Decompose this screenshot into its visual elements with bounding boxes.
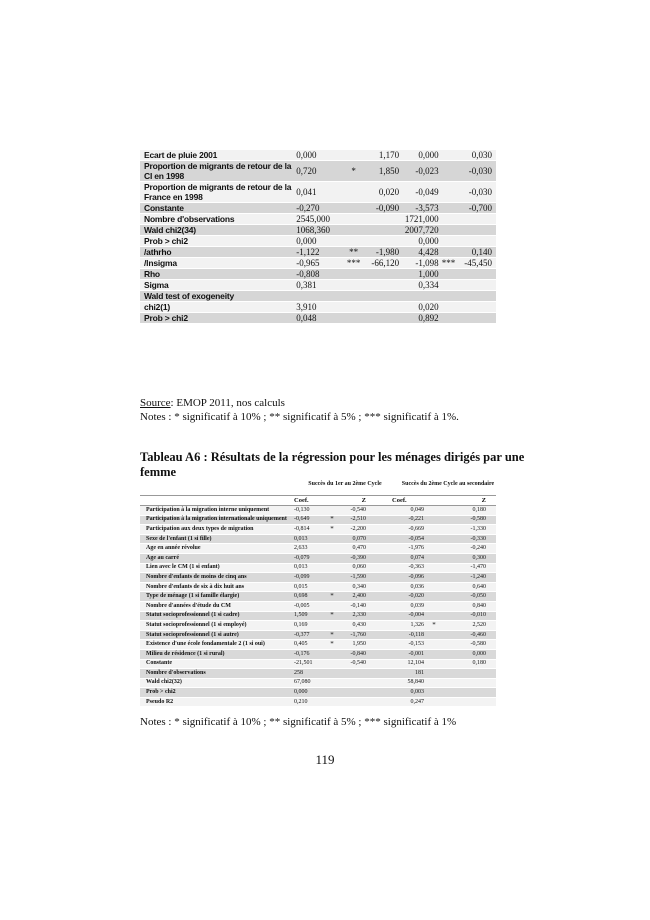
cell-label: Statut socioprofessionnel (1 si cadre) — [146, 612, 240, 619]
table-row — [140, 258, 496, 269]
table-row — [140, 669, 496, 679]
table-row — [140, 313, 496, 324]
cell-v2: -0,390 — [350, 554, 366, 561]
cell-v2: -1,980 — [375, 247, 400, 257]
col-z-1: Z — [361, 497, 366, 504]
cell-s1: *** — [346, 258, 361, 268]
cell-v1: 0,210 — [294, 698, 308, 705]
cell-v1: 1068,360 — [296, 225, 330, 235]
source-text: : EMOP 2011, nos calculs — [170, 397, 285, 409]
cell-label: Nombre d'années d'étude du CM — [146, 602, 231, 609]
cell-v3: 0,074 — [410, 554, 424, 561]
table-row — [140, 698, 496, 708]
cell-label: Participation à la migration interne uniquement — [146, 506, 270, 513]
cell-v3: 0,247 — [410, 698, 424, 705]
cell-v3: -0,096 — [408, 573, 424, 580]
table-notes: Notes : * significatif à 10% ; ** significatif à 5% ; *** significatif à 1%. — [140, 411, 459, 423]
cell-v4: -0,580 — [470, 516, 486, 523]
cell-label: Prob > chi2 — [144, 236, 188, 246]
cell-v2: -1,760 — [350, 631, 366, 638]
cell-label: Wald chi2(32) — [146, 679, 182, 686]
cell-v3: 0,020 — [418, 302, 439, 312]
cell-v2: 1,850 — [378, 166, 400, 176]
cell-label: Statut socioprofessionnel (1 si autre) — [146, 631, 239, 638]
cell-v2: -0,090 — [375, 203, 400, 213]
cell-v4: -0,700 — [468, 203, 492, 213]
cell-v3: -0,049 — [415, 187, 439, 197]
regression-table-a6 — [140, 481, 496, 707]
cell-label: Nombre d'observations — [144, 214, 235, 224]
cell-v4: -0,240 — [470, 545, 486, 552]
cell-s2: *** — [441, 258, 456, 268]
cell-label: Type de ménage (1 si famille élargie) — [146, 593, 240, 600]
table-caption: Tableau A6 : Résultats de la régression pour les ménages dirigés par une femme — [140, 450, 525, 479]
cell-label: Nombre d'enfants de moins de cinq ans — [146, 573, 247, 580]
cell-v4: 0,180 — [472, 506, 486, 513]
cell-label: chi2(1) — [144, 302, 170, 312]
cell-label: Participation à la migration internationale uniquement — [146, 516, 287, 523]
cell-v1: -0,965 — [296, 258, 320, 268]
cell-v1: -1,122 — [296, 247, 320, 257]
cell-label: Sigma — [144, 280, 169, 290]
cell-v2: 0,430 — [352, 621, 366, 628]
cell-v1: 3,910 — [296, 302, 317, 312]
cell-v1: -0,377 — [294, 631, 310, 638]
cell-v4: 0,030 — [471, 150, 492, 160]
cell-v4: 0,640 — [472, 583, 486, 590]
table-row — [140, 554, 496, 564]
cell-v3: 181 — [415, 669, 424, 676]
cell-v2: 1,950 — [352, 641, 366, 648]
table-row — [140, 302, 496, 313]
table-row — [140, 679, 496, 689]
table-row — [140, 660, 496, 670]
cell-v4: -0,030 — [468, 166, 492, 176]
cell-v4: -45,450 — [464, 258, 492, 268]
table-row — [140, 214, 496, 225]
cell-label: Milieu de résidence (1 si rural) — [146, 650, 225, 657]
cell-v3: 0,892 — [418, 313, 439, 323]
table-body — [140, 506, 496, 707]
table-notes-2: Notes : * significatif à 10% ; ** significatif à 5% ; *** significatif à 1% — [140, 716, 457, 728]
cell-s1: * — [330, 640, 334, 649]
cell-v1: -21,501 — [294, 660, 313, 667]
cell-v2: -2,510 — [350, 516, 366, 523]
cell-v1: 0,041 — [296, 187, 317, 197]
cell-v3: 0,039 — [410, 602, 424, 609]
table-row — [140, 269, 496, 280]
table-row — [140, 182, 496, 203]
cell-v2: 2,330 — [352, 612, 366, 619]
table-row — [140, 203, 496, 214]
cell-v1: -0,176 — [294, 650, 310, 657]
regression-table-continued — [140, 150, 496, 324]
table-row — [140, 225, 496, 236]
cell-v3: 2007,720 — [404, 225, 439, 235]
cell-v4: 0,140 — [471, 247, 492, 257]
cell-label: Sexe de l'enfant (1 si fille) — [146, 535, 212, 542]
cell-label: Constante — [146, 660, 173, 667]
cell-v1: 0,015 — [294, 583, 308, 590]
table-row — [140, 291, 496, 302]
cell-v4: 0,000 — [472, 650, 486, 657]
group-header-2: Succès du 2ème Cycle au secondaire — [401, 481, 495, 487]
cell-v3: -3,573 — [415, 203, 439, 213]
table-row — [140, 573, 496, 583]
cell-v3: 0,036 — [410, 583, 424, 590]
table-row — [140, 516, 496, 526]
cell-v4: -0,050 — [470, 593, 486, 600]
page-number: 119 — [315, 752, 335, 767]
table-row — [140, 525, 496, 535]
cell-label: Prob > chi2 — [144, 313, 188, 323]
cell-v3: -1,976 — [408, 545, 424, 552]
table-row — [140, 564, 496, 574]
cell-v3: -0,020 — [408, 593, 424, 600]
cell-v3: -0,054 — [408, 535, 424, 542]
cell-v2: 0,020 — [378, 187, 400, 197]
cell-v3: -0,004 — [408, 612, 424, 619]
cell-v3: -0,363 — [408, 564, 424, 571]
table-row — [140, 247, 496, 258]
table-row — [140, 544, 496, 554]
cell-v1: 0,013 — [294, 564, 308, 571]
source-label: Source — [140, 397, 171, 409]
cell-v1: -0,814 — [294, 525, 310, 532]
table-group-header — [140, 481, 496, 496]
col-coef-2: Coef. — [392, 497, 407, 504]
cell-v3: -0,221 — [408, 516, 424, 523]
cell-v2: 2,400 — [352, 593, 366, 600]
cell-v2: -66,120 — [371, 258, 400, 268]
cell-v2: -0,540 — [350, 660, 366, 667]
cell-v1: 0,013 — [294, 535, 308, 542]
cell-v2: -0,140 — [350, 602, 366, 609]
table-row — [140, 583, 496, 593]
cell-label: Proportion de migrants de retour de la CI en 1998 — [144, 161, 292, 181]
cell-label: Prob > chi2 — [146, 689, 176, 696]
cell-v3: 12,104 — [407, 660, 424, 667]
cell-v2: -1,590 — [350, 573, 366, 580]
cell-v3: -0,153 — [408, 641, 424, 648]
cell-label: Nombre d'enfants de six à dix huit ans — [146, 583, 245, 590]
table-row — [140, 535, 496, 545]
table-row — [140, 506, 496, 516]
table-row — [140, 592, 496, 602]
cell-s1: * — [330, 630, 334, 639]
cell-v1: 1,509 — [294, 612, 308, 619]
cell-v3: -0,023 — [415, 166, 439, 176]
cell-label: Age au carré — [146, 554, 179, 561]
cell-v1: 0,698 — [294, 593, 308, 600]
cell-v4: 0,300 — [472, 554, 486, 561]
table-row — [140, 150, 496, 161]
cell-v3: 1,000 — [418, 269, 439, 279]
cell-v2: 0,070 — [352, 535, 366, 542]
cell-v4: -1,470 — [470, 564, 486, 571]
cell-v3: -1,098 — [415, 258, 439, 268]
cell-v3: -0,669 — [408, 525, 424, 532]
cell-v3: 1,326 — [410, 621, 424, 628]
table-row — [140, 640, 496, 650]
cell-v4: -1,240 — [470, 573, 486, 580]
cell-v2: 0,470 — [352, 545, 366, 552]
cell-v1: 0,720 — [296, 166, 317, 176]
cell-s1: * — [330, 592, 334, 601]
cell-v3: 0,003 — [410, 689, 424, 696]
cell-v2: -2,200 — [350, 525, 366, 532]
cell-v4: -0,330 — [470, 535, 486, 542]
cell-v1: 0,000 — [294, 689, 308, 696]
cell-v2: 0,340 — [352, 583, 366, 590]
cell-v4: -1,330 — [470, 525, 486, 532]
cell-v3: 0,334 — [418, 280, 439, 290]
cell-label: Ecart de pluie 2001 — [144, 150, 218, 160]
cell-v3: 58,840 — [407, 679, 424, 686]
cell-v1: -0,005 — [294, 602, 310, 609]
cell-s1: * — [330, 524, 334, 533]
cell-label: Constante — [144, 203, 184, 213]
cell-v4: -0,580 — [470, 641, 486, 648]
group-header-1: Succès du 1er au 2ème Cycle — [308, 481, 382, 487]
cell-label: Pseudo R2 — [146, 698, 174, 705]
cell-v3: 0,000 — [418, 150, 439, 160]
cell-label: Participation aux deux types de migration — [146, 525, 254, 532]
cell-v4: -0,460 — [470, 631, 486, 638]
cell-v1: 258 — [294, 669, 303, 676]
cell-v2: 1,170 — [378, 150, 400, 160]
cell-s1: * — [351, 166, 356, 176]
cell-v1: -0,079 — [294, 554, 310, 561]
cell-v3: 1721,000 — [404, 214, 439, 224]
cell-v1: -0,270 — [296, 203, 320, 213]
table-row — [140, 602, 496, 612]
cell-label: Statut socioprofessionnel (1 si employé) — [146, 621, 247, 628]
cell-v1: -0,130 — [294, 506, 310, 513]
table-row — [140, 621, 496, 631]
table-row — [140, 612, 496, 622]
col-z-2: Z — [481, 497, 486, 504]
cell-v2: 0,060 — [352, 564, 366, 571]
cell-v1: 0,381 — [296, 280, 317, 290]
table-column-header — [140, 496, 496, 506]
cell-s2: * — [432, 620, 436, 629]
cell-v3: -0,001 — [408, 650, 424, 657]
cell-label: Nombre d'observations — [146, 669, 206, 676]
cell-v1: -0,808 — [296, 269, 320, 279]
cell-v3: 0,049 — [410, 506, 424, 513]
cell-v4: -0,010 — [470, 612, 486, 619]
cell-v1: 0,048 — [296, 313, 317, 323]
cell-label: Lien avec le CM (1 si enfant) — [146, 564, 220, 571]
cell-v4: 0,180 — [472, 660, 486, 667]
cell-v1: -0,649 — [294, 516, 310, 523]
cell-v1: 0,000 — [296, 236, 317, 246]
table-row — [140, 631, 496, 641]
cell-label: Age en année révolue — [146, 545, 201, 552]
cell-s1: * — [330, 515, 334, 524]
cell-v4: 0,840 — [472, 602, 486, 609]
cell-v1: 67,080 — [294, 679, 311, 686]
cell-v1: 0,169 — [294, 621, 308, 628]
cell-v4: 2,520 — [472, 621, 486, 628]
table-row — [140, 650, 496, 660]
cell-label: Proportion de migrants de retour de la France en 1998 — [144, 182, 292, 202]
cell-label: /lnsigma — [144, 258, 177, 268]
cell-v1: 2545,000 — [296, 214, 330, 224]
cell-label: Rho — [144, 269, 160, 279]
table-row — [140, 280, 496, 291]
cell-label: /athrho — [144, 247, 172, 257]
cell-v3: 4,428 — [418, 247, 439, 257]
table-row — [140, 161, 496, 182]
cell-v2: -0,840 — [350, 650, 366, 657]
cell-s1: ** — [349, 247, 359, 257]
source-line — [140, 397, 285, 410]
cell-label: Existence d'une école fondamentale 2 (1 si oui) — [146, 641, 265, 648]
cell-v1: 0,405 — [294, 641, 308, 648]
cell-label: Wald chi2(34) — [144, 225, 196, 235]
cell-s1: * — [330, 611, 334, 620]
table-row — [140, 236, 496, 247]
table-row — [140, 688, 496, 698]
cell-v3: 0,000 — [418, 236, 439, 246]
cell-v1: 0,000 — [296, 150, 317, 160]
col-coef-1: Coef. — [294, 497, 309, 504]
cell-v4: -0,030 — [468, 187, 492, 197]
cell-v1: -0,099 — [294, 573, 310, 580]
cell-label: Wald test of exogeneity — [144, 291, 235, 301]
cell-v1: 2,633 — [294, 545, 308, 552]
cell-v2: -0,540 — [350, 506, 366, 513]
cell-v3: -0,118 — [408, 631, 424, 638]
